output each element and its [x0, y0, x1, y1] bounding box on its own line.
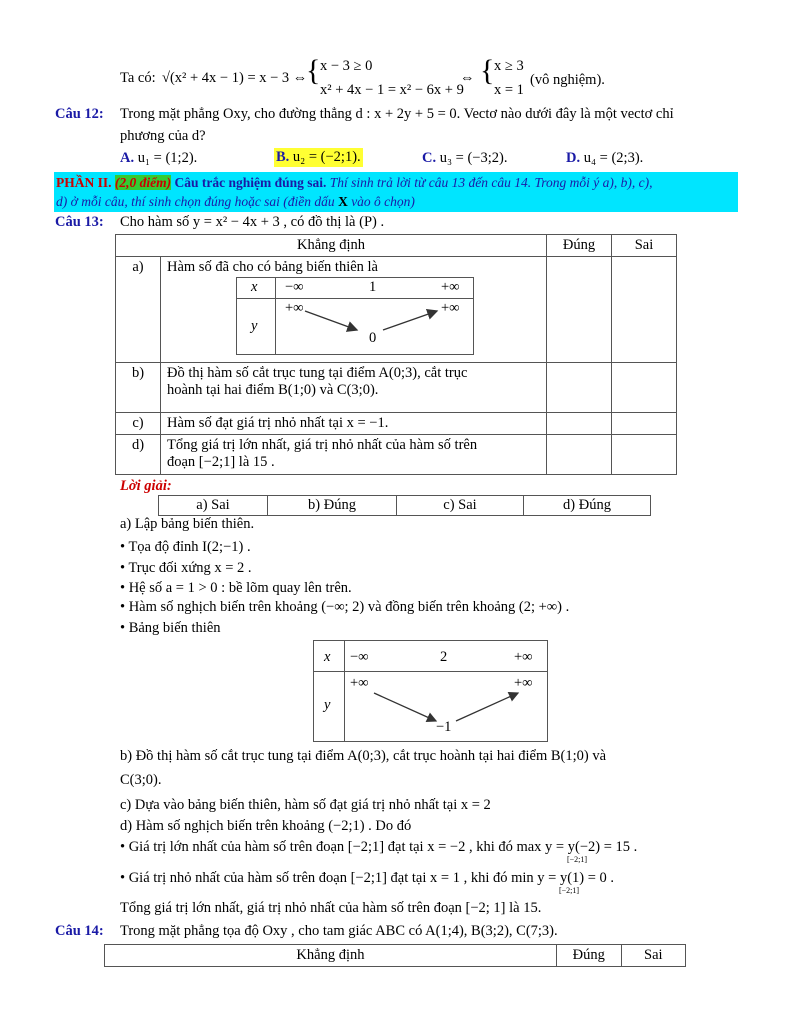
q13-label: Câu 13:	[55, 214, 104, 230]
q13-row-a-true-cell[interactable]	[547, 257, 612, 363]
solution-bullet-5: • Bảng biến thiên	[120, 620, 221, 636]
brace-left: {	[306, 54, 321, 87]
q11-note: (vô nghiệm).	[530, 72, 605, 88]
q13-row-b-false-cell[interactable]	[612, 363, 677, 413]
q13-row-a-false-cell[interactable]	[612, 257, 677, 363]
part2-instr-2a: d) ở mỗi câu, thí sinh chọn đúng hoặc sai (điền dấu	[56, 194, 339, 209]
q13-variation-table: x y −∞ 1 +∞ +∞ +∞ 0	[236, 277, 474, 355]
q13-header-statement: Khẳng định	[116, 235, 547, 257]
part2-banner	[54, 172, 738, 212]
answer-c: c) Sai	[397, 496, 524, 516]
q13-row-d-true-cell[interactable]	[547, 435, 612, 475]
solution-bullet-1: • Tọa độ đỉnh I(2;−1) .	[120, 539, 251, 555]
solution-d-bullet-2-sub: [−2;1]	[559, 886, 580, 895]
part2-instr-1: Thí sinh trả lời từ câu 13 đến câu 14. Trong mỗi ý a), b), c),	[326, 175, 653, 190]
q11-system2-line-2: x = 1	[494, 82, 524, 98]
solution-c: c) Dựa vào bảng biến thiên, hàm số đạt giá trị nhỏ nhất tại x = 2	[120, 797, 491, 813]
q14-text: Trong mặt phẳng tọa độ Oxy , cho tam giác ABC có A(1;4), B(3;2), C(7;3).	[120, 923, 558, 939]
q14-table	[104, 944, 686, 967]
q13-header-false: Sai	[612, 235, 677, 257]
answer-d: d) Đúng	[524, 496, 651, 516]
q13-row-d-false-cell[interactable]	[612, 435, 677, 475]
variation-arrows	[237, 278, 473, 354]
solution-d-bullet-1: • Giá trị lớn nhất của hàm số trên đoạn [−2;1] đạt tại x = −2 , khi đó max y = y(−2) = 15 .	[120, 839, 638, 855]
solution-bullet-2: • Trục đối xứng x = 2 .	[120, 560, 252, 576]
q13-row-b-true-cell[interactable]	[547, 363, 612, 413]
q12-option-b: B. u₂ = (−2;1).	[276, 149, 361, 165]
solution-d-bullet-2: • Giá trị nhỏ nhất của hàm số trên đoạn [−2;1] đạt tại x = 1 , khi đó min y = y(1) = 0 .	[120, 870, 615, 886]
q13-row-d-text-2: đoạn [−2;1] là 15 .	[167, 454, 275, 470]
q13-row-b-text-1: Đồ thị hàm số cắt trục tung tại điểm A(0;3), cắt trục	[167, 365, 468, 381]
q11-lead: Ta có:	[120, 70, 156, 86]
solution-a-head: a) Lập bảng biến thiên.	[120, 516, 255, 532]
q13-row-c: c) Hàm số đạt giá trị nhỏ nhất tại x = −1.	[116, 413, 677, 435]
solution-variation-table: x y −∞ 2 +∞ +∞ +∞ −1	[313, 640, 548, 742]
q14-label: Câu 14:	[55, 923, 104, 939]
variation-arrows-2	[314, 641, 547, 741]
q13-row-b-text-2: hoành tại hai điểm B(1;0) và C(3;0).	[167, 382, 379, 398]
q11-equiv: ⇔	[460, 70, 475, 86]
q11-equation: √(x² + 4x − 1) = x − 3 ⇔	[162, 70, 308, 86]
q13-row-c-text: Hàm số đạt giá trị nhỏ nhất tại x = −1.	[161, 413, 547, 435]
q11-system-line-1: x − 3 ≥ 0	[320, 58, 373, 74]
part2-title: PHẦN II.	[56, 175, 112, 190]
solution-b-line-1: b) Đồ thị hàm số cắt trục tung tại điểm A(0;3), cắt trục hoành tại hai điểm B(1;0) và	[120, 748, 607, 764]
solution-b-line-2: C(3;0).	[120, 772, 162, 788]
q12-text-2: phương của d?	[120, 128, 206, 144]
q12-text-1: Trong mặt phẳng Oxy, cho đường thẳng d : x + 2y + 5 = 0. Vectơ nào dưới đây là một vectơ chỉ	[120, 106, 674, 122]
part2-bold: Câu trắc nghiệm đúng sai.	[171, 175, 327, 190]
q12-label: Câu 12:	[55, 106, 104, 122]
answer-b: b) Đúng	[268, 496, 397, 516]
part2-instr-2b: vào ô chọn)	[347, 194, 415, 209]
q11-system2-line-1: x ≥ 3	[494, 58, 524, 74]
solution-total: Tổng giá trị lớn nhất, giá trị nhỏ nhất của hàm số trên đoạn [−2; 1] là 15.	[120, 900, 542, 916]
q13-row-d-text-1: Tổng giá trị lớn nhất, giá trị nhỏ nhất của hàm số trên	[167, 437, 478, 453]
solution-title: Lời giải:	[120, 478, 172, 494]
solution-bullet-4: • Hàm số nghịch biến trên khoảng (−∞; 2) và đồng biến trên khoảng (2; +∞) .	[120, 599, 570, 615]
q14-header-statement: Khẳng định	[105, 945, 557, 967]
q12-option-c: C. u₃ = (−3;2).	[422, 150, 508, 166]
part2-instr-x: X	[338, 194, 348, 209]
answer-a: a) Sai	[159, 496, 268, 516]
q13-row-c-false-cell[interactable]	[612, 413, 677, 435]
q13-text: Cho hàm số y = x² − 4x + 3 , có đồ thị là (P) .	[120, 214, 385, 230]
q11-system-line-2: x² + 4x − 1 = x² − 6x + 9	[320, 82, 464, 98]
q13-header-true: Đúng	[547, 235, 612, 257]
q13-row-a-text: Hàm số đã cho có bảng biến thiên là	[161, 257, 547, 363]
solution-bullet-3: • Hệ số a = 1 > 0 : bề lõm quay lên trên.	[120, 580, 352, 596]
answer-table	[158, 495, 651, 516]
solution-d: d) Hàm số nghịch biến trên khoảng (−2;1) . Do đó	[120, 818, 412, 834]
q13-row-c-true-cell[interactable]	[547, 413, 612, 435]
brace-left-2: {	[480, 54, 495, 87]
q13-row-a: a) Hàm số đã cho có bảng biến thiên là	[116, 257, 677, 363]
q14-header-false: Sai	[621, 945, 685, 967]
solution-d-bullet-1-sub: [−2;1]	[567, 855, 588, 864]
q12-option-a: A. u₁ = (1;2).	[120, 150, 198, 166]
q13-row-b: b) Đồ thị hàm số cắt trục tung tại điểm A(0;3), cắt trục hoành tại hai điểm B(1;0) và C(3;0).	[116, 363, 677, 413]
q12-option-d: D. u₄ = (2;3).	[566, 150, 644, 166]
q13-row-d: d) Tổng giá trị lớn nhất, giá trị nhỏ nhất của hàm số trên đoạn [−2;1] là 15 .	[116, 435, 677, 475]
q14-header-true: Đúng	[556, 945, 621, 967]
part2-points: (2,0 điểm)	[114, 175, 172, 190]
